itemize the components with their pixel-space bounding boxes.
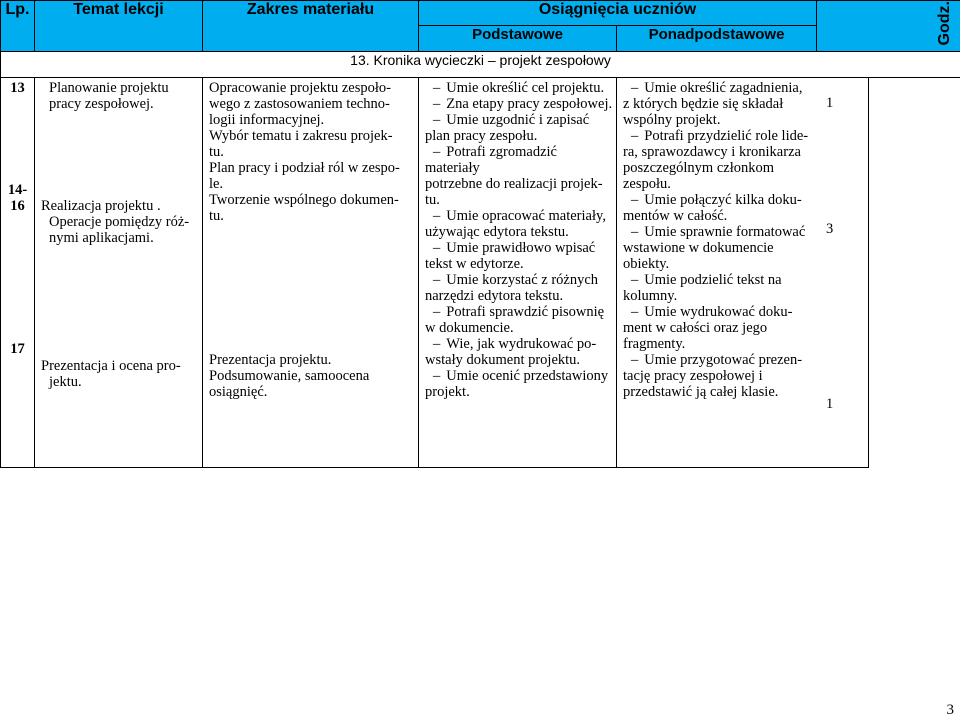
header-scope: Zakres materiału: [203, 1, 419, 52]
basic-item-cont: tekst w edytorze.: [425, 256, 524, 272]
scope-row-1-line-6: Plan pracy i podział ról w zespo-: [209, 160, 400, 176]
topic-row-1-line-2: pracy zespołowej.: [49, 96, 154, 112]
advanced-item-cont: poszczególnym członkom: [623, 160, 774, 176]
scope-row-2-line-2: tu.: [209, 208, 224, 224]
topic-row-2-line-2: Operacje pomiędzy róż-: [49, 214, 190, 230]
header-hours: [817, 1, 960, 52]
scope-row-1-line-5: tu.: [209, 144, 224, 160]
basic-item: – Umie prawidłowo wpisać: [425, 240, 614, 256]
scope-row-3-line-3: osiągnięć.: [209, 384, 268, 400]
hours-row-3: 1: [826, 396, 834, 412]
advanced-item-cont: wstawione w dokumencie: [623, 240, 774, 256]
header-advanced: Ponadpodstawowe: [617, 26, 817, 52]
advanced-item: – Potrafi przydzielić role lide-: [623, 128, 866, 144]
advanced-item: – Umie przygotować prezen-: [623, 352, 866, 368]
basic-item-cont: narzędzi edytora tekstu.: [425, 288, 564, 304]
lp-row-1: 13: [10, 80, 25, 96]
basic-item-cont: używając edytora tekstu.: [425, 224, 569, 240]
advanced-item: – Umie sprawnie formatować: [623, 224, 866, 240]
scope-row-3-line-2: Podsumowanie, samoocena: [209, 368, 370, 384]
topic-cell: [35, 78, 203, 468]
section-title: 13. Kronika wycieczki – projekt zespołowy: [1, 52, 960, 78]
advanced-item-cont: obiekty.: [623, 256, 670, 272]
hours-values: [826, 95, 833, 412]
page-number: 3: [946, 702, 954, 718]
basic-item: – Wie, jak wydrukować po-: [425, 336, 614, 352]
advanced-item-cont: ment w całości oraz jego: [623, 320, 768, 336]
advanced-item-cont: przedstawić ją całej klasie.: [623, 384, 779, 400]
basic-achievements-cell: [419, 78, 617, 468]
scope-row-1-line-3: logii informacyjnej.: [209, 112, 325, 128]
topic-row-3-line-2: jektu.: [49, 374, 82, 390]
advanced-item-cont: mentów w całość.: [623, 208, 728, 224]
header-achievements: Osiągnięcia uczniów: [419, 1, 817, 26]
header-topic: Temat lekcji: [35, 1, 203, 52]
basic-item-cont: plan pracy zespołu.: [425, 128, 538, 144]
scope-row-1-line-1: Opracowanie projektu zespoło-: [209, 80, 391, 96]
advanced-item-cont: zespołu.: [623, 176, 671, 192]
basic-item: – Zna etapy pracy zespołowej.: [425, 96, 614, 112]
basic-item: – Umie ocenić przedstawiony: [425, 368, 614, 384]
hours-row-2: 3: [826, 221, 834, 237]
scope-row-1-line-7: le.: [209, 176, 224, 192]
advanced-item: – Umie określić zagadnienia,: [623, 80, 866, 96]
advanced-item-cont: ra, sprawozdawcy i kronikarza: [623, 144, 801, 160]
scope-cell: [203, 78, 419, 468]
basic-item-cont: potrzebne do realizacji projek-: [425, 176, 603, 192]
basic-item-cont: tu.: [425, 192, 440, 208]
advanced-item-cont: wspólny projekt.: [623, 112, 721, 128]
advanced-item-cont: kolumny.: [623, 288, 678, 304]
header-basic: Podstawowe: [419, 26, 617, 52]
basic-item: – Umie opracować materiały,: [425, 208, 614, 224]
topic-row-3-line-1: Prezentacja i ocena pro-: [41, 358, 181, 374]
advanced-item-cont: z których będzie się składał: [623, 96, 784, 112]
header-lp: Lp.: [1, 1, 35, 52]
scope-row-1-line-4: Wybór tematu i zakresu projek-: [209, 128, 393, 144]
topic-row-2-line-1: Realizacja projektu .: [41, 198, 161, 214]
lp-row-3: 17: [10, 341, 25, 357]
header-hours-label: Godz.: [936, 1, 953, 46]
basic-item-cont: projekt.: [425, 384, 470, 400]
advanced-item-cont: tację pracy zespołowej i: [623, 368, 763, 384]
basic-item: – Potrafi zgromadzić materiały: [425, 144, 614, 176]
lp-row-2: 14-: [7, 182, 28, 198]
hours-row-1: 1: [826, 95, 834, 111]
basic-item: – Umie określić cel projektu.: [425, 80, 614, 96]
advanced-item: – Umie wydrukować doku-: [623, 304, 866, 320]
basic-item: – Umie korzystać z różnych: [425, 272, 614, 288]
basic-item-cont: w dokumencie.: [425, 320, 514, 336]
scope-row-3-line-1: Prezentacja projektu.: [209, 352, 332, 368]
scope-row-2-line-1: Tworzenie wspólnego dokumen-: [209, 192, 399, 208]
basic-item: – Umie uzgodnić i zapisać: [425, 112, 614, 128]
topic-row-2-line-3: nymi aplikacjami.: [49, 230, 154, 246]
advanced-item: – Umie podzielić tekst na: [623, 272, 866, 288]
advanced-item-cont: fragmenty.: [623, 336, 686, 352]
lp-row-2b: 16: [10, 198, 25, 214]
advanced-item: – Umie połączyć kilka doku-: [623, 192, 866, 208]
basic-item-cont: wstały dokument projektu.: [425, 352, 581, 368]
topic-row-1-line-1: Planowanie projektu: [49, 80, 169, 96]
basic-item: – Potrafi sprawdzić pisownię: [425, 304, 614, 320]
scope-row-1-line-2: wego z zastosowaniem techno-: [209, 96, 390, 112]
lp-cell: [1, 78, 35, 468]
